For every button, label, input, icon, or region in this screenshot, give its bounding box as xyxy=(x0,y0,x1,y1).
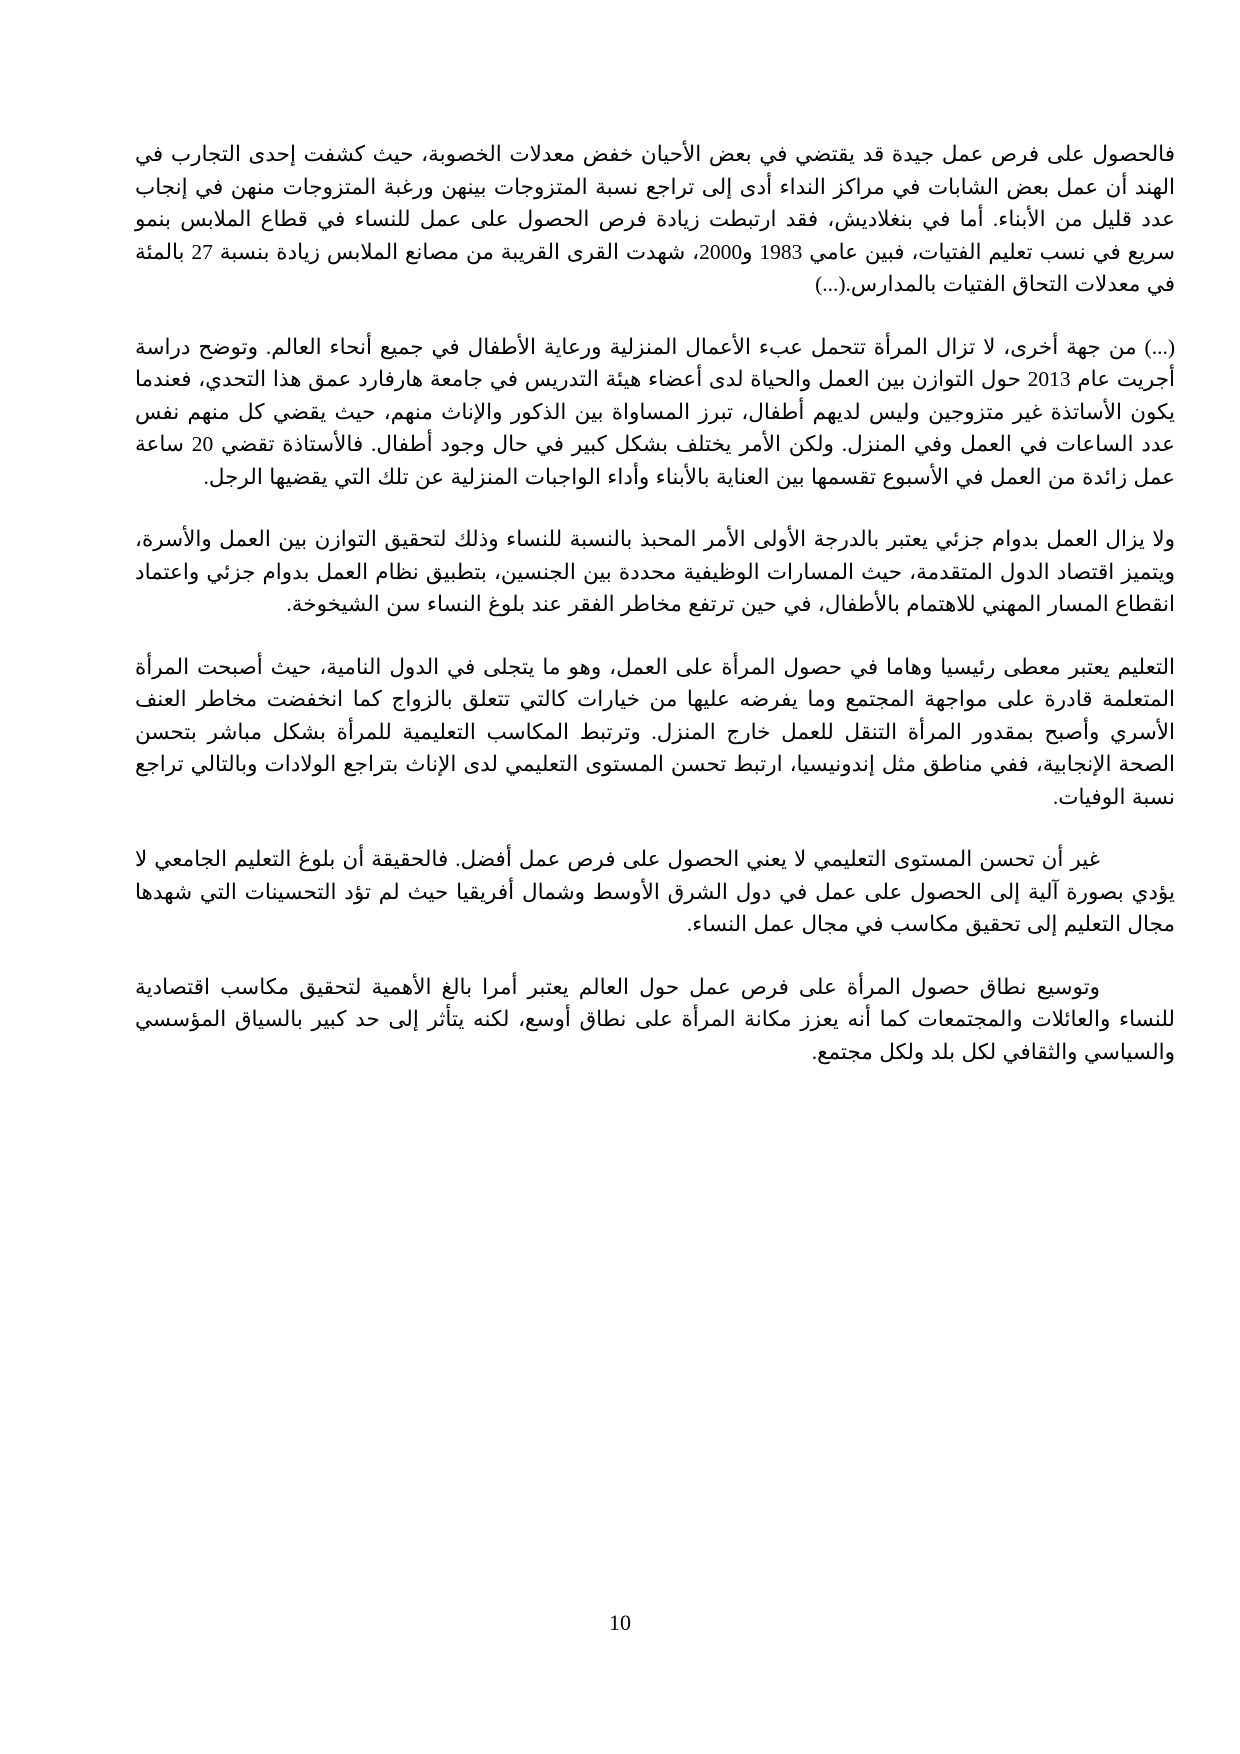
paragraph-2: (...) من جهة أخرى، لا تزال المرأة تتحمل عبء الأعمال المنزلية ورعاية الأطفال في جميع أنحاء العالم. وتوضح دراسة أجريت عام 2013 حول التوازن بين العمل والحياة لدى أعضاء هيئة التدريس في جامعة هارفارد عمق هذا التحدي، فعندما يكون الأساتذة غير متزوجين وليس لديهم أطفال، تبرز المساواة بين الذكور والإناث منهم، حيث يقضي كل منهم نفس عدد الساعات في العمل وفي المنزل. ولكن الأمر يختلف بشكل كبير في حال وجود أطفال. فالأستاذة تقضي 20 ساعة عمل زائدة من العمل في الأسبوع تقسمها بين العناية بالأبناء وأداء الواجبات المنزلية عن تلك التي يقضيها الرجل. xyxy=(135,334,1175,489)
document-body xyxy=(135,138,1175,1098)
paragraph-4: التعليم يعتبر معطى رئيسيا وهاما في حصول المرأة على العمل، وهو ما يتجلى في الدول النامية، حيث أصبحت المرأة المتعلمة قادرة على مواجهة المجتمع وما يفرضه عليها من خيارات كالتي تتعلق بالزواج كما انخفضت مخاطر العنف الأسري وأصبح بمقدور المرأة التنقل للعمل خارج المنزل. وترتبط المكاسب التعليمية للمرأة بشكل مباشر بتحسن الصحة الإنجابية، ففي مناطق مثل إندونيسيا، ارتبط تحسن المستوى التعليمي لدى الإناث بتراجع الولادات وبالتالي تراجع نسبة الوفيات. xyxy=(135,654,1175,809)
paragraph-1: فالحصول على فرص عمل جيدة قد يقتضي في بعض الأحيان خفض معدلات الخصوبة، حيث كشفت إحدى التجارب في الهند أن عمل بعض الشابات في مراكز النداء أدى إلى تراجع نسبة المتزوجات بينهن ورغبة المتزوجات منهن في إنجاب عدد قليل من الأبناء. أما في بنغلاديش، فقد ارتبطت زيادة فرص الحصول على عمل للنساء في قطاع الملابس بنمو سريع في نسب تعليم الفتيات، فبين عامي 1983 و2000، شهدت القرى القريبة من مصانع الملابس زيادة بنسبة 27 بالمئة في معدلات التحاق الفتيات بالمدارس.(...) xyxy=(135,142,1175,296)
page-number: 10 xyxy=(609,1610,631,1635)
paragraph-6: وتوسيع نطاق حصول المرأة على فرص عمل حول العالم يعتبر أمرا بالغ الأهمية لتحقيق مكاسب اقتصادية للنساء والعائلات والمجتمعات كما أنه يعزز مكانة المرأة على نطاق أوسع، لكنه يتأثر إلى حد كبير بالسياق المؤسسي والسياسي والثقافي لكل بلد ولكل مجتمع. xyxy=(135,974,1175,1064)
paragraph-3: ولا يزال العمل بدوام جزئي يعتبر بالدرجة الأولى الأمر المحبذ بالنسبة للنساء وذلك لتحقيق التوازن بين العمل والأسرة، ويتميز اقتصاد الدول المتقدمة، حيث المسارات الوظيفية محددة بين الجنسين، بتطبيق نظام العمل بدوام جزئي واعتماد انقطاع المسار المهني للاهتمام بالأطفال، في حين ترتفع مخاطر الفقر عند بلوغ النساء سن الشيخوخة. xyxy=(135,527,1175,616)
paragraph-5: غير أن تحسن المستوى التعليمي لا يعني الحصول على فرص عمل أفضل. فالحقيقة أن بلوغ التعليم الجامعي لا يؤدي بصورة آلية إلى الحصول على عمل في دول الشرق الأوسط وشمال أفريقيا حيث لم تؤد التحسينات التي شهدها مجال التعليم إلى تحقيق مكاسب في مجال عمل النساء. xyxy=(135,847,1175,936)
